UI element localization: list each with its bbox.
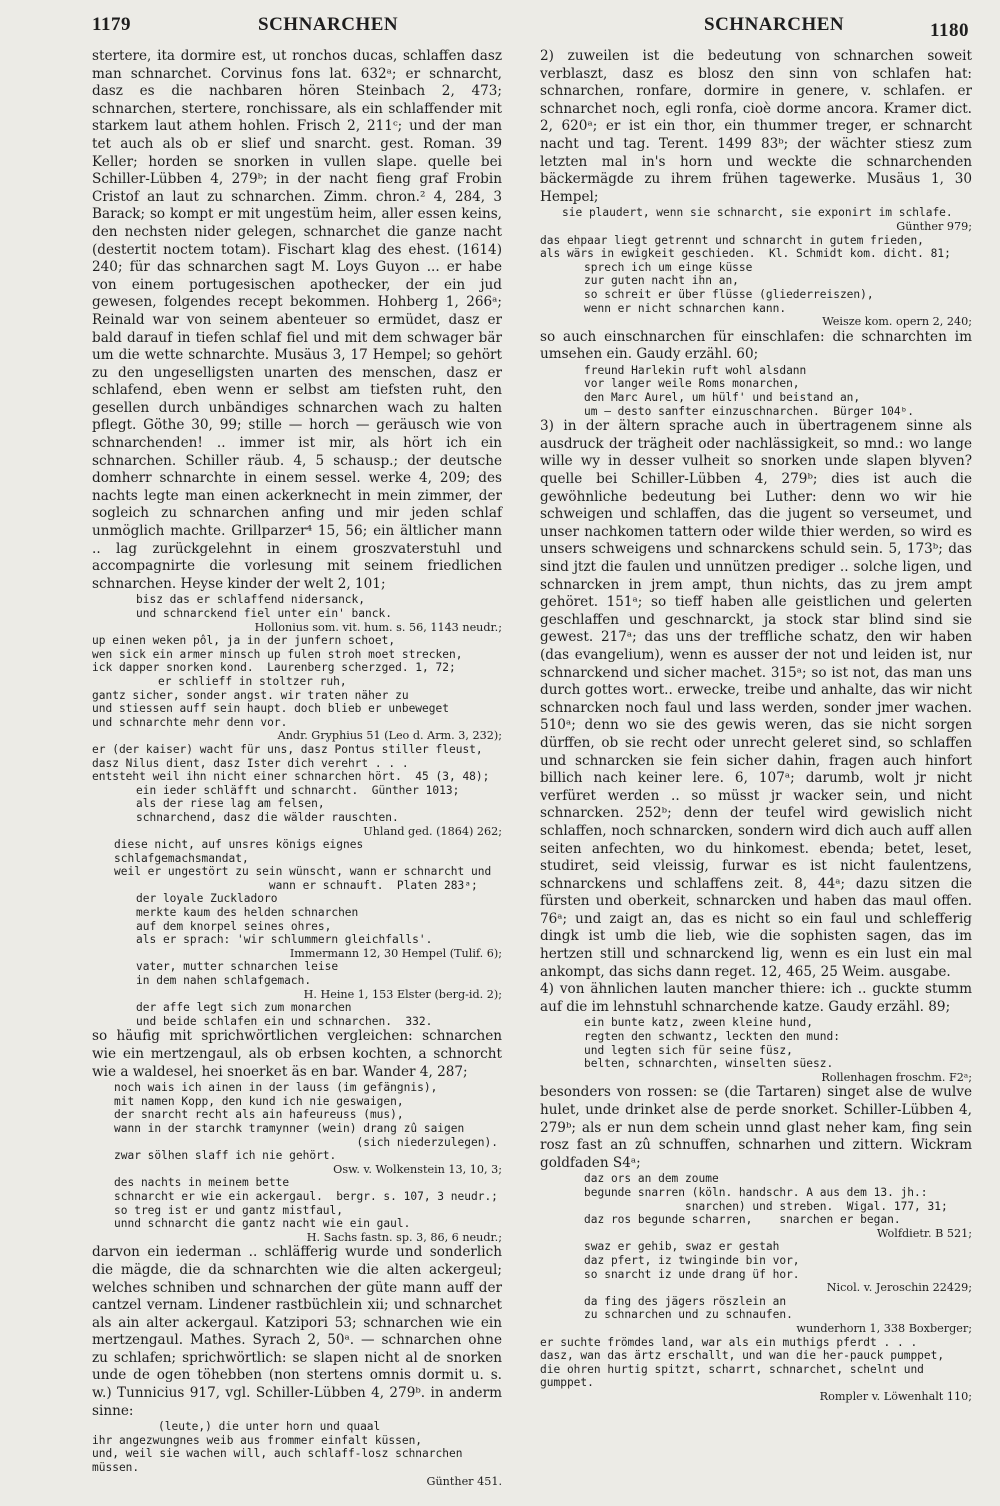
paragraph: so häufig mit sprichwörtlichen vergleichen: schnarchen wie ein mertzengaul, als ob erbsen kochten, a schnorcht wie a waldesel, hei snoerket äs en bar. Wander 4, 287; [92, 1028, 502, 1080]
quote-line: merkte kaum des helden schnarchen [136, 906, 359, 920]
citation-source: Wolfdietr. B 521; [876, 1226, 972, 1240]
quote-line: swaz er gehib, swaz er gestah [584, 1240, 780, 1254]
quote-line: sprech ich um einge küsse [584, 260, 753, 274]
quote-line: und stiessen auff sein haupt. doch blieb er unbeweget [92, 702, 449, 716]
quote-line: wann in der starchk tramynner (wein) drang zû saigen [114, 1121, 465, 1135]
quote-line: und schnarchte mehr denn vor. [92, 715, 288, 729]
right-column [540, 48, 972, 1403]
quote-line: sie plaudert, wenn sie schnarcht, sie exponirt im schlafe. [562, 206, 953, 220]
quote-line: zwar sölhen slaff ich nie gehört. [114, 1149, 337, 1163]
quote-line: so snarcht iz unde drang üf hor. [584, 1267, 800, 1281]
quote-line: daz ros begunde scharren, snarchen er began. [584, 1213, 901, 1227]
quote-line: und legten sich für seine füsz, [584, 1043, 793, 1057]
quote-line: da fing des jägers röszlein an [584, 1294, 787, 1308]
quote-line: dasz Nilus dient, dasz Ister dich verehrt . . . [92, 756, 409, 770]
quote-line: daz ors an dem zoume [584, 1172, 719, 1186]
quote-line: in dem nahen schlafgemach. [136, 974, 312, 988]
quote-line: vor langer weile Roms monarchen, [584, 377, 800, 391]
quote-line: gantz sicher, sonder angst. wir traten näher zu [92, 688, 409, 702]
citation-source: Immermann 12, 30 Hempel (Tulif. 6); [289, 946, 502, 960]
quote-line: noch wais ich ainen in der lauss (im gefängnis), [114, 1081, 438, 1095]
quote-line: up einen weken pôl, ja in der junfern schoet, [92, 634, 396, 648]
paragraph: darvon ein iederman .. schläfferig wurde und sonderlich die mägde, die da schnarchten wie die alten ackergeul; welches schniben und schnarchen der güte mann auff der cantzel vernam. Lindener rastbüchlein xii; und schnarchet als ain alter ackergaul. Katzipori 53; schnarchen wie ein mertzengaul. Mathes. Syrach 2, 50ᵃ. — schnarchen ohne zu schlafen; sprichwörtlich: se slapen nicht al de snorken unde de ogen töhebben (non stertens omnis dormit u. s. w.) Tunnicius 917, vgl. Schiller-Lübben 4, 279ᵇ. in anderm sinne: [92, 1244, 502, 1419]
quote-line: um — desto sanfter einzuschnarchen. Bürger 104ᵇ. [584, 404, 915, 418]
page-header [0, 14, 1000, 44]
quote-line: so schreit er über flüsse (gliederreiszen), [584, 287, 874, 301]
quote-line: ihr angezwungnes weib aus frommer einfalt küssen, [92, 1433, 423, 1447]
citation-source: Hollonius som. vit. hum. s. 56, 1143 neudr.; [254, 620, 502, 634]
quote-line: als der riese lag am felsen, [136, 797, 325, 811]
running-title-right: SCHNARCHEN [704, 14, 845, 35]
quote-line: zu schnarchen und zu schnaufen. [584, 1308, 793, 1322]
paragraph: besonders von rossen: se (die Tartaren) singet alse de wulve hulet, unde drinket alse de perde snorket. Schiller-Lübben 4, 279ᵇ; als er nun dem schein unnd glast neher kam, fing sein rosz fast an zû schnuffen, schnarhen und zittern. Wickram goldfaden S4ᵃ; [540, 1084, 972, 1171]
quote-line: bisz das er schlaffend nidersanck, [136, 593, 366, 607]
quote-line: dasz, wan das ärtz erschallt, und wan die her-pauck pumppet, [540, 1349, 945, 1363]
quote-line: daz pfert, iz twinginde bin vor, [584, 1253, 800, 1267]
paragraph: 2) zuweilen ist die bedeutung von schnarchen soweit verblaszt, dasz es blosz den sinn von schlafen hat: schnarchen, ronfare, dormire in genere, v. schlafen. er schnarchet noch, egli ronfa, cioè dorme ancora. Kramer dict. 2, 620ᵃ; er ist ein thor, ein thummer treger, er schnarcht nacht und tag. Terent. 1499 83ᵇ; der wächter stiesz zum letzten mal in's horn und weckte die schnarchenden bäckermägde zu ihrem frühen tagewerke. Musäus 1, 30 Hempel; [540, 48, 972, 205]
citation-source: Osw. v. Wolkenstein 13, 10, 3; [333, 1162, 502, 1176]
quote-line: wenn er nicht schnarchen kann. [584, 301, 787, 315]
quote-line: unnd schnarcht die gantz nacht wie ein gaul. [114, 1217, 411, 1231]
quote-line: schnarcht er wie ein ackergaul. bergr. s. 107, 3 neudr.; [114, 1189, 498, 1203]
quote-line: snarchen) und streben. Wigal. 177, 31; [584, 1199, 948, 1213]
quote-line: (leute,) die unter horn und quaal [158, 1420, 381, 1434]
quote-line: diese nicht, auf unsres königs eignes schlafgemachsmandat, [114, 838, 370, 865]
quote-line: das ehpaar liegt getrennt und schnarcht in gutem frieden, [540, 233, 924, 247]
quote-line: und beide schlafen ein und schnarchen. 332. [136, 1014, 433, 1028]
quote-line: ein bunte katz, zween kleine hund, [584, 1016, 814, 1030]
citation-source: Weisze kom. opern 2, 240; [822, 315, 972, 329]
paragraph: stertere, ita dormire est, ut ronchos ducas, schlaffen dasz man schnarchet. Corvinus fons lat. 632ᵃ; er schnarcht, dasz es die nachbaren hören Steinbach 2, 473; schnarchen, stertere, ronchissare, als ein schlaffender mit starkem laut athem hohlen. Frisch 2, 211ᶜ; und der man tet auch als ob er slief und snarcht. gest. Roman. 39 Keller; horden se snorken in vullen slape. quelle bei Schiller-Lübben 4, 279ᵇ; in der nacht fieng graf Frobin Cristof an laut zu schnarchen. Zimm. chron.² 4, 284, 3 Barack; so kompt er mit ungestüm heim, aller essen keins, den nechsten nider gelegen, schnarchet die ganze nacht (destertit noctem totam). Fischart klag des ehest. (1614) 240; für das schnarchen sagt M. Loys Guyon ... er habe von einem portugesischen apothecker, der ein jud gewesen, folgendes recept bekommen. Hohberg 1, 266ᵃ; Reinald war von seinem abenteuer so ermüdet, dasz er bald darauf in tiefen schlaf fiel und mit dem schwager bär um die wette schnarchte. Musäus 3, 17 Hempel; so gehört zu den ungeselligsten unarten des menschen, dasz er schlafend, eben wenn er selbst am tiefsten ruht, den gesellen durch unbändiges schnarchen wach zu halten pflegt. Göthe 30, 99; stille — horch — geräusch wie von schnarchenden! .. immer ist mir, als hört ich ein schnarchen. Schiller räub. 4, 5 schausp.; der deutsche domherr schnarchte in einem sessel. werke 4, 209; des nachts legte man einen ackerknecht in mein zimmer, der sogleich zu schnarchen anfing und mir jeden schlaf unmöglich machte. Grillparzer⁴ 15, 56; ein ältlicher mann .. lag zurückgelehnt in einem groszvaterstuhl und accompagnirte die vorlesung mit seinem friedlichen schnarchen. Heyse kinder der welt 2, 101; [92, 48, 502, 592]
quote-line: ick dapper snorken kond. Laurenberg scherzged. 1, 72; [92, 661, 456, 675]
quote-line: entsteht weil ihn nicht einer schnarchen hört. 45 (3, 48); [92, 770, 490, 784]
quote-line: weil er ungestört zu sein wünscht, wann er schnarcht und [114, 865, 492, 879]
paragraph: 3) in der ältern sprache auch in übertragenem sinne als ausdruck der trägheit oder nachlässigkeit, so mnd.: wo lange wille wy in desser vulheit so snorken unde slapen blyven? quelle bei Schiller-Lübben 4, 279ᵇ; dies ist auch die gewöhnliche bedeutung bei Luther: denn wo wir hie schweigen und schlaffen, das die jugent so verseumet, und unser nachkomen tattern oder wilde thier werden, so wird es unsers schweigens und schnarckens schuld sein. 5, 173ᵇ; das sind jtzt die faulen und unnützen prediger .. solche ligen, und schnarcken in jrem ampt, thun nichts, das zu jrem ampt gehöret. 151ᵃ; so tieff haben alle geistlichen und gelerten geschlaffen und geschnarckt, ja stock star blind sind sie gewest. 217ᵃ; das uns der treffliche schatz, den wir haben (das evangelium), wenn es ausser der not und leiden ist, nur schnarckend und sicher machet. 315ᵃ; so ist not, das man uns durch gottes wort.. erwecke, treibe und anhalte, das wir nicht schnarcken noch faul und lass werden, sonder jmer wachen. 510ᵃ; denn wo sie des gewis weren, das sie nicht sorgen dürffen, ob sie recht oder unrecht geleret sind, so schlaffen und schnarcken sie fein sicher dahin, fragen auch hinfort billich nach keiner lere. 6, 107ᵃ; darumb, wolt jr nicht verfüret werden .. so müsst jr wacker sein, und nicht schnarcken. 252ᵇ; denn der teufel wird gewislich nicht schlaffen, noch schnarcken, sondern wird dich auch auff allen seiten anfechten, wo du hinkomest. ebenda; betet, leset, studiret, seid vleissig, furwar es ist nicht faulentzens, schnarckens und schlaffens zeit. 8, 44ᵃ; dazu sitzen die fürsten und oberkeit, schnarcken und haben das maul offen. 76ᵃ; und zaigt an, das es nicht so ein faul und schlefferig dingk ist umb die lieb, wie die sophisten sagen, das im hertzen still und schnarckend lig, wenn es ein lust ein mal ankompt, das sichs dann reget. 12, 465, 25 Weim. ausgabe. [540, 418, 972, 980]
quote-line: regten den schwantz, leckten den mund: [584, 1030, 840, 1044]
page-number-right: 1180 [930, 20, 969, 41]
quote-line: als er sprach: 'wir schlummern gleichfalls'. [136, 933, 433, 947]
page-number-left: 1179 [92, 14, 131, 35]
quote-line: als wärs in ewigkeit geschieden. Kl. Schmidt kom. dicht. 81; [540, 247, 951, 261]
citation-source: Uhland ged. (1864) 262; [363, 824, 502, 838]
citation-source: Andr. Gryphius 51 (Leo d. Arm. 3, 232); [277, 729, 502, 743]
quote-line: der loyale Zuckladoro [136, 892, 278, 906]
citation-source: Nicol. v. Jeroschin 22429; [826, 1281, 972, 1295]
quote-line: freund Harlekin ruft wohl alsdann [584, 363, 807, 377]
citation-source: H. Sachs fastn. sp. 3, 86, 6 neudr.; [306, 1230, 502, 1244]
quote-line: auf dem knorpel seines ohres, [136, 919, 332, 933]
citation-source: Rollenhagen froschm. F2ᵃ; [821, 1070, 972, 1084]
quote-line: wann er schnauft. Platen 283ᵃ; [114, 878, 478, 892]
citation-source: Günther 451. [426, 1474, 502, 1488]
paragraph: so auch einschnarchen für einschlafen: die schnarchten im umsehen ein. Gaudy erzähl. 60; [540, 328, 972, 363]
paragraph: 4) von ähnlichen lauten mancher thiere: ich .. guckte stumm auf die im lehnstuhl schnarchende katze. Gaudy erzähl. 89; [540, 981, 972, 1015]
quote-line: mit namen Kopp, den kund ich nie geswaigen, [114, 1094, 404, 1108]
running-title-left: SCHNARCHEN [258, 14, 399, 35]
quote-line: so treg ist er und gantz mistfaul, [114, 1203, 344, 1217]
quote-line: die ohren hurtig spitzt, scharrt, schnarchet, schelnt und gumppet. [540, 1362, 931, 1390]
quote-line: belten, schnarchten, winselten süesz. [584, 1057, 834, 1071]
quote-line: (sich niederzulegen). [114, 1135, 498, 1149]
quote-line: ein ieder schläfft und schnarcht. Günther 1013; [136, 783, 460, 797]
citation-source: H. Heine 1, 153 Elster (berg-id. 2); [303, 987, 502, 1001]
quote-line: und, weil sie wachen will, auch schlaff-losz schnarchen müssen. [92, 1447, 470, 1475]
quote-line: er (der kaiser) wacht für uns, dasz Pontus stiller fleust, [92, 742, 483, 756]
quote-line: wen sick ein armer minsch up fulen stroh moet strecken, [92, 647, 463, 661]
quote-line: der affe legt sich zum monarchen [136, 1001, 352, 1015]
citation-source: Rompler v. Löwenhalt 110; [819, 1389, 972, 1403]
quote-line: er schlieff in stoltzer ruh, [158, 674, 347, 688]
citation-source: Günther 979; [896, 219, 972, 233]
quote-line: schnarchend, dasz die wälder rauschten. [136, 810, 399, 824]
quote-line: er suchte frömdes land, war als ein muthigs pferdt . . . [540, 1335, 918, 1349]
quote-line: vater, mutter schnarchen leise [136, 960, 339, 974]
left-column [92, 48, 502, 1488]
quote-line: den Marc Aurel, um hülf' und beistand an, [584, 391, 861, 405]
citation-source: wunderhorn 1, 338 Boxberger; [796, 1321, 972, 1335]
quote-line: zur guten nacht ihn an, [584, 274, 739, 288]
quote-line: der snarcht recht als ain hafeureuss (mus), [114, 1108, 404, 1122]
quote-line: des nachts in meinem bette [114, 1176, 290, 1190]
quote-line: und schnarckend fiel unter ein' banck. [136, 607, 392, 620]
quote-line: begunde snarren (köln. handschr. A aus dem 13. jh.: [584, 1185, 928, 1199]
